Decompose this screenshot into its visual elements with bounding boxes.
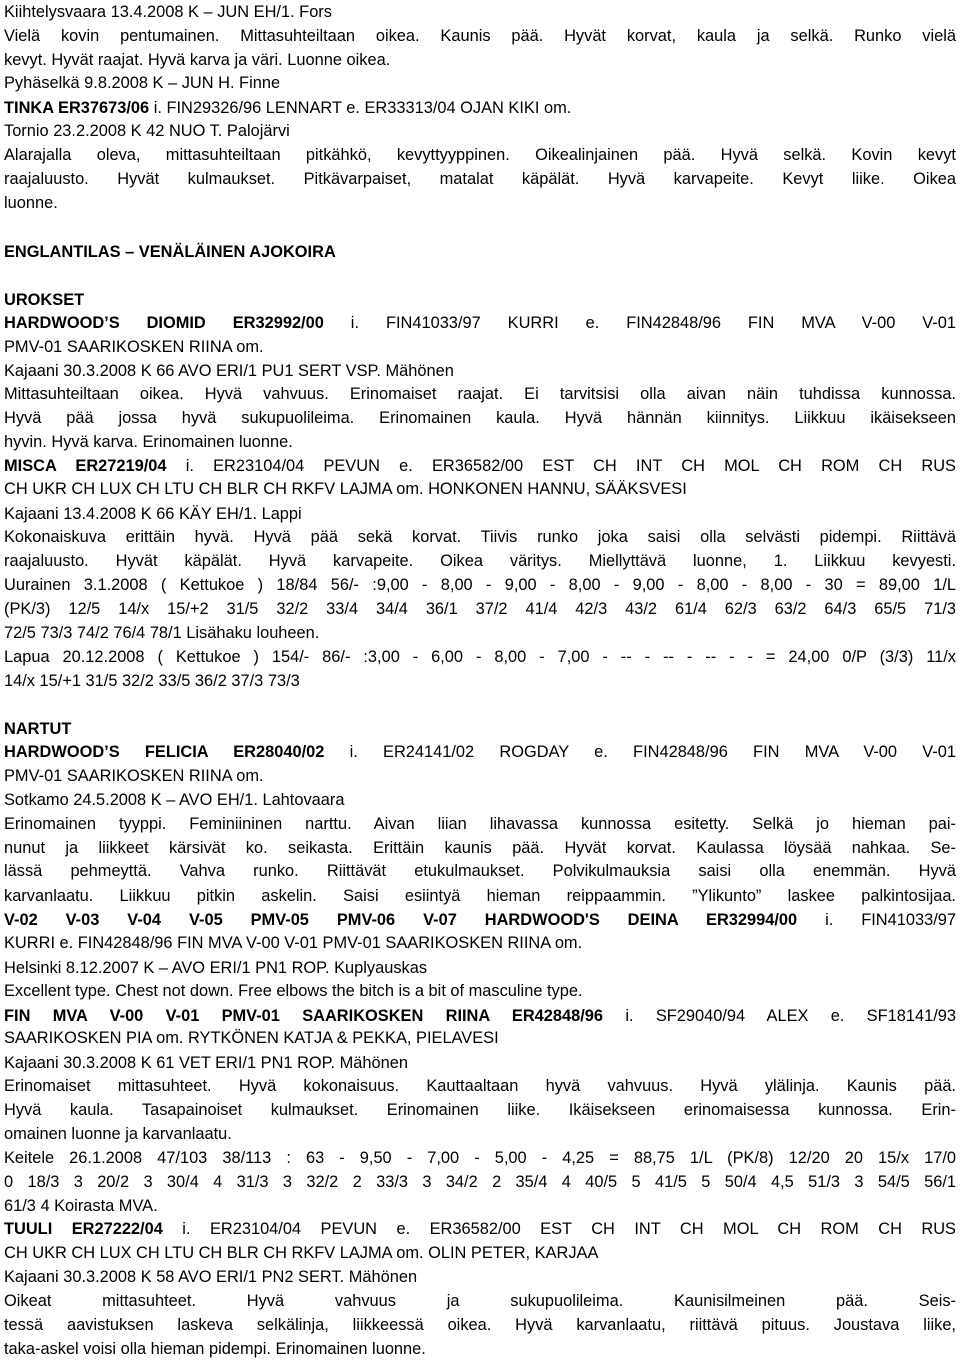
text-line (4, 73, 280, 93)
section-heading (4, 719, 71, 739)
text-line (4, 623, 319, 643)
text-line (4, 145, 956, 165)
text-line (4, 50, 390, 70)
text-line (4, 766, 264, 786)
text-line (4, 432, 293, 452)
text-run: Kokonaiskuva erittäin hyvä. Hyvä pää sekä korvat. Tiivis runko joka saisi olla selvästi pidempi. Riittävä (4, 528, 956, 546)
text-line (4, 981, 583, 1001)
text-run: i. SF29040/94 ALEX e. SF18141/93 (603, 1007, 956, 1025)
text-line (4, 504, 302, 524)
text-line (4, 98, 571, 118)
text-line (4, 1339, 426, 1359)
text-line (4, 1006, 956, 1026)
text-run: i. FIN41033/97 (797, 911, 956, 929)
text-run: KURRI e. FIN42848/96 FIN MVA V-00 V-01 PMV-01 SAARIKOSKEN RIINA om. (4, 934, 583, 952)
text-run: Kiihtelysvaara 13.4.2008 K – JUN EH/1. Fors (4, 3, 332, 21)
text-line (4, 361, 454, 381)
text-line (4, 1100, 956, 1120)
text-run: 0 18/3 3 20/2 3 30/4 4 31/3 3 32/2 2 33/3 3 34/2 2 35/4 4 40/5 5 41/5 5 50/4 4,5 51/3 3 54/5 56/1 (4, 1173, 956, 1191)
text-line (4, 742, 956, 762)
text-line (4, 790, 344, 810)
text-line (4, 958, 427, 978)
text-line (4, 1172, 956, 1192)
text-run: Erinomainen tyyppi. Feminiininen narttu. Aivan liian lihavassa kunnossa esitetty. Selkä jo hieman pai- (4, 815, 956, 833)
text-line (4, 384, 956, 404)
dog-name: HARDWOOD’S FELICIA ER28040/02 (4, 743, 325, 761)
text-run: PMV-01 SAARIKOSKEN RIINA om. (4, 767, 264, 785)
text-run: i. FIN29326/96 LENNART e. ER33313/04 OJAN KIKI om. (149, 99, 572, 117)
text-run: CH UKR CH LUX CH LTU CH BLR CH RKFV LAJMA om. HONKONEN HANNU, SÄÄKSVESI (4, 480, 687, 498)
dog-name: TUULI ER27222/04 (4, 1220, 163, 1238)
text-run: ENGLANTILAS – VENÄLÄINEN AJOKOIRA (4, 243, 336, 261)
text-line (4, 2, 332, 22)
text-run: i. ER23104/04 PEVUN e. ER36582/00 EST CH INT CH MOL CH ROM CH RUS (162, 1220, 956, 1238)
text-line (4, 1124, 232, 1144)
dog-name: V-02 V-03 V-04 V-05 PMV-05 PMV-06 V-07 HARDWOOD'S DEINA ER32994/00 (4, 911, 798, 929)
text-run: raajaluusto. Hyvät kulmaukset. Pitkävarpaiset, matalat käpälät. Hyvä karvapeite. Kevyt liike. Oikea (4, 170, 956, 188)
text-run: SAARIKOSKEN PIA om. RYTKÖNEN KATJA & PEKKA, PIELAVESI (4, 1029, 499, 1047)
text-run: Mittasuhteiltaan oikea. Hyvä vahvuus. Erinomaiset raajat. Ei tarvitsisi olla aivan näin tuhdissa kunnossa. (4, 385, 956, 403)
text-run: PMV-01 SAARIKOSKEN RIINA om. (4, 338, 264, 356)
text-run: 61/3 4 Koirasta MVA. (4, 1197, 158, 1215)
text-line (4, 313, 956, 333)
text-line (4, 479, 687, 499)
text-run: Helsinki 8.12.2007 K – AVO ERI/1 PN1 ROP. Kuplyauskas (4, 959, 428, 977)
text-run: taka-askel voisi olla hieman pidempi. Erinomainen luonne. (4, 1340, 426, 1358)
text-line (4, 527, 956, 547)
text-run: Pyhäselkä 9.8.2008 K – JUN H. Finne (4, 74, 281, 92)
text-line (4, 26, 956, 46)
text-run: kevyt. Hyvät raajat. Hyvä karva ja väri. Luonne oikea. (4, 51, 391, 69)
text-run: i. FIN41033/97 KURRI e. FIN42848/96 FIN MVA V-00 V-01 (323, 314, 956, 332)
text-run: Excellent type. Chest not down. Free elbows the bitch is a bit of masculine type. (4, 982, 583, 1000)
text-line (4, 1196, 158, 1216)
text-line (4, 1267, 417, 1287)
section-heading (4, 290, 84, 310)
text-line (4, 838, 956, 858)
text-run: Hyvä pää jossa hyvä sukupuolileima. Erinomainen kaula. Hyvä hännän kiinnitys. Liikkuu ikäisekseen (4, 409, 956, 427)
text-line (4, 647, 956, 667)
text-line (4, 599, 956, 619)
dog-name: FIN MVA V-00 V-01 PMV-01 SAARIKOSKEN RIINA ER42848/96 (4, 1007, 604, 1025)
text-line (4, 1243, 598, 1263)
text-run: hyvin. Hyvä karva. Erinomainen luonne. (4, 433, 293, 451)
text-line (4, 1076, 956, 1096)
text-run: Uurainen 3.1.2008 ( Kettukoe ) 18/84 56/- :9,00 - 8,00 - 9,00 - 8,00 - 9,00 - 8,00 - 8,00 - 30 = 89,00 1/L (4, 576, 956, 594)
text-run: CH UKR CH LUX CH LTU CH BLR CH RKFV LAJMA om. OLIN PETER, KARJAA (4, 1244, 599, 1262)
text-run: Erinomaiset mittasuhteet. Hyvä kokonaisuus. Kauttaaltaan hyvä vahvuus. Hyvä ylälinja. Kaunis pää. (4, 1077, 956, 1095)
text-run: NARTUT (4, 720, 72, 738)
text-run: Oikeat mittasuhteet. Hyvä vahvuus ja sukupuolileima. Kaunisilmeinen pää. Seis- (4, 1292, 956, 1310)
text-run: Kajaani 30.3.2008 K 61 VET ERI/1 PN1 ROP. Mähönen (4, 1054, 408, 1072)
text-run: i. ER23104/04 PEVUN e. ER36582/00 EST CH INT CH MOL CH ROM CH RUS (166, 457, 956, 475)
text-line (4, 886, 956, 906)
dog-name: MISCA ER27219/04 (4, 457, 167, 475)
text-run: Tornio 23.2.2008 K 42 NUO T. Palojärvi (4, 122, 290, 140)
text-line (4, 575, 956, 595)
text-line (4, 1148, 956, 1168)
text-line (4, 861, 956, 881)
text-line (4, 814, 956, 834)
text-run: i. ER24141/02 ROGDAY e. FIN42848/96 FIN MVA V-00 V-01 (324, 743, 956, 761)
text-line (4, 1291, 956, 1311)
text-run: Alarajalla oleva, mittasuhteiltaan pitkähkö, kevyttyyppinen. Oikealinjainen pää. Hyvä selkä. Kovin kevyt (4, 146, 956, 164)
text-run: UROKSET (4, 291, 85, 309)
text-line (4, 910, 956, 930)
text-line (4, 408, 956, 428)
text-line (4, 1028, 499, 1048)
text-line (4, 1053, 408, 1073)
text-run: Kajaani 30.3.2008 K 66 AVO ERI/1 PU1 SERT VSP. Mähönen (4, 362, 454, 380)
text-run: Keitele 26.1.2008 47/103 38/113 : 63 - 9,50 - 7,00 - 5,00 - 4,25 = 88,75 1/L (PK/8) 12/20 20 15/x 17/0 (4, 1149, 956, 1167)
text-run: Vielä kovin pentumainen. Mittasuhteiltaan oikea. Kaunis pää. Hyvät korvat, kaula ja selkä. Runko vielä (4, 27, 956, 45)
text-line (4, 193, 58, 213)
dog-name: HARDWOOD’S DIOMID ER32992/00 (4, 314, 324, 332)
section-heading (4, 242, 336, 262)
text-run: lässä pehmeyttä. Vahva runko. Riittävät etukulmaukset. Polvikulmauksia saisi olla enemmän. Hyvä (4, 862, 956, 880)
text-run: Sotkamo 24.5.2008 K – AVO EH/1. Lahtovaara (4, 791, 345, 809)
text-line (4, 121, 290, 141)
text-run: luonne. (4, 194, 58, 212)
dog-name: TINKA ER37673/06 (4, 99, 150, 117)
text-run: raajaluusto. Hyvät käpälät. Hyvä karvapeite. Oikea väritys. Miellyttävä luonne, 1. Liikkuu kevyesti. (4, 552, 956, 570)
text-line (4, 1219, 956, 1239)
text-line (4, 169, 956, 189)
text-run: nunut ja liikkeet kärsivät ko. seikasta. Erittäin kaunis pää. Hyvät korvat. Kaulassa löysää nahkaa. Se- (4, 839, 956, 857)
text-line (4, 671, 300, 691)
text-line (4, 456, 956, 476)
text-run: (PK/3) 12/5 14/x 15/+2 31/5 32/2 33/4 34/4 36/1 37/2 41/4 42/3 43/2 61/4 62/3 63/2 64/3 65/5 71/3 (4, 600, 956, 618)
text-line (4, 551, 956, 571)
text-run: Kajaani 30.3.2008 K 58 AVO ERI/1 PN2 SERT. Mähönen (4, 1268, 418, 1286)
text-run: Lapua 20.12.2008 ( Kettukoe ) 154/- 86/- :3,00 - 6,00 - 8,00 - 7,00 - -- - -- - -- - - = 24,00 0/P (3/3) 11/x (4, 648, 956, 666)
text-run: Kajaani 13.4.2008 K 66 KÄY EH/1. Lappi (4, 505, 302, 523)
text-run: tessä aavistuksen laskeva selkälinja, liikkeessä oikea. Hyvä karvanlaatu, riittävä pituus. Joustava liike, (4, 1316, 956, 1334)
text-run: karvanlaatu. Liikkuu pitkin askelin. Saisi esiintyä hieman reippaammin. ”Ylikunto” laskee palkintosijaa. (4, 887, 956, 905)
text-line (4, 1315, 956, 1335)
text-line (4, 933, 582, 953)
text-run: 72/5 73/3 74/2 76/4 78/1 Lisähaku louheen. (4, 624, 320, 642)
text-run: 14/x 15/+1 31/5 32/2 33/5 36/2 37/3 73/3 (4, 672, 300, 690)
text-run: omainen luonne ja karvanlaatu. (4, 1125, 232, 1143)
text-run: Hyvä kaula. Tasapainoiset kulmaukset. Erinomainen liike. Ikäisekseen erinomaisessa kunnossa. Erin- (4, 1101, 956, 1119)
text-line (4, 337, 264, 357)
